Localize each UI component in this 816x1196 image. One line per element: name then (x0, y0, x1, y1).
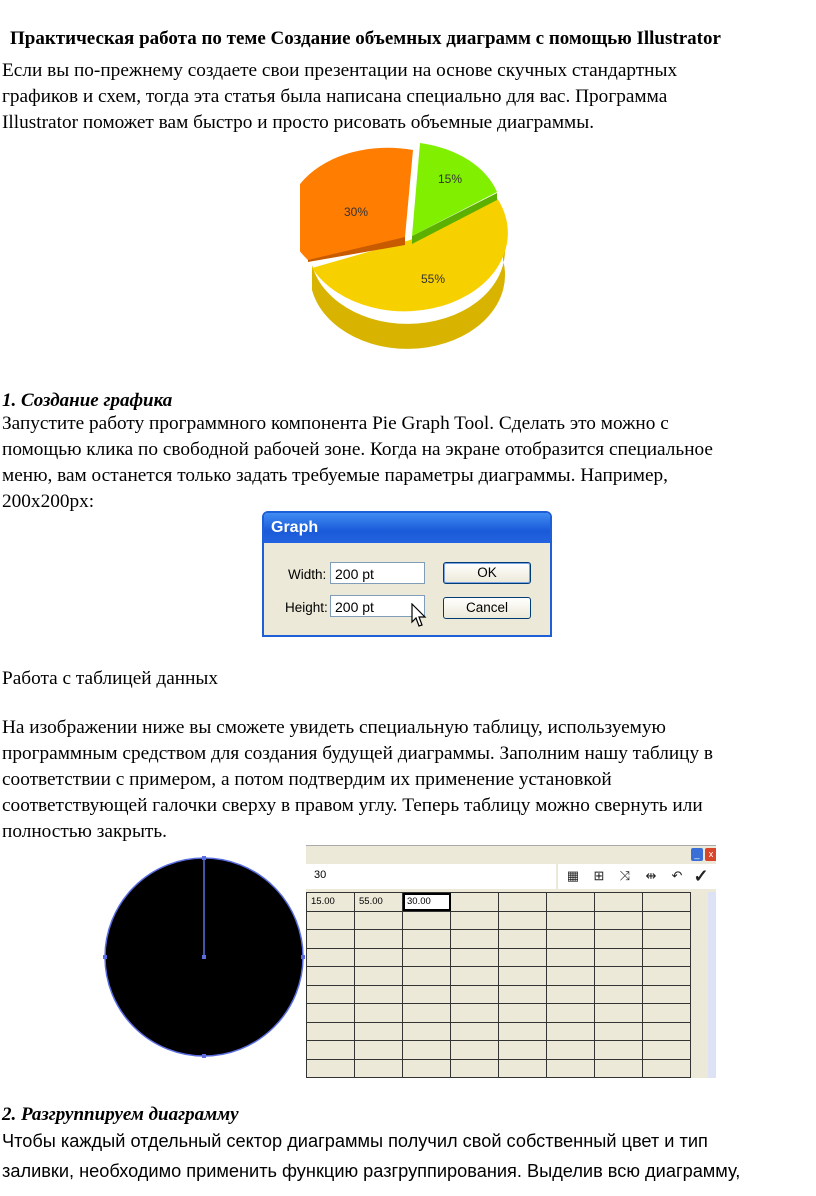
table-cell[interactable] (403, 1059, 451, 1078)
table-row (307, 985, 691, 1004)
table-cell[interactable] (595, 948, 643, 967)
apply-checkmark-icon[interactable]: ✓ (693, 866, 709, 886)
section1-line: меню, вам останется только задать требуемые параметры диаграммы. Например, (2, 465, 668, 486)
table-cell[interactable] (403, 985, 451, 1004)
table-cell[interactable] (595, 1059, 643, 1078)
switch-xy-icon[interactable]: ⤨ (619, 868, 631, 883)
table-cell[interactable] (643, 948, 691, 967)
table-cell[interactable] (307, 930, 355, 949)
table-cell[interactable] (451, 985, 499, 1004)
table-cell[interactable] (595, 893, 643, 912)
table-row (307, 1059, 691, 1078)
pie-graph-circle (100, 853, 310, 1061)
intro-line: Если вы по-прежнему создаете свои презентации на основе скучных стандартных (2, 60, 678, 81)
table-cell[interactable] (355, 1059, 403, 1078)
table-cell[interactable] (547, 930, 595, 949)
graph-data-window (306, 845, 716, 1078)
table-cell[interactable] (547, 948, 595, 967)
table-cell[interactable] (451, 1022, 499, 1041)
table-cell[interactable] (355, 967, 403, 986)
table-cell[interactable] (403, 1004, 451, 1023)
table-cell[interactable] (547, 967, 595, 986)
table-cell[interactable]: 15.00 (307, 893, 355, 912)
table-cell[interactable] (595, 1004, 643, 1023)
table-cell[interactable] (547, 893, 595, 912)
section1-line: 200x200px: (2, 491, 95, 512)
table-row (307, 1041, 691, 1060)
table-cell[interactable] (547, 1022, 595, 1041)
table-cell[interactable] (499, 930, 547, 949)
table-work-line: соответствующей галочки сверху в правом углу. Теперь таблицу можно свернуть или (2, 795, 703, 816)
table-cell[interactable] (499, 985, 547, 1004)
width-input[interactable]: 200 pt (330, 562, 425, 584)
table-cell[interactable] (595, 967, 643, 986)
table-cell[interactable] (595, 1041, 643, 1060)
table-cell[interactable] (355, 1004, 403, 1023)
table-cell[interactable] (355, 948, 403, 967)
section2-paragraph (2, 1126, 810, 1186)
table-cell[interactable] (355, 930, 403, 949)
graph-dialog (262, 511, 552, 637)
table-cell[interactable] (403, 930, 451, 949)
section2-heading: 2. Разгруппируем диаграмму (2, 1104, 239, 1125)
table-cell[interactable] (643, 1004, 691, 1023)
table-cell[interactable] (355, 1022, 403, 1041)
table-cell[interactable] (451, 930, 499, 949)
import-data-icon[interactable]: ▦ (566, 868, 580, 883)
table-cell[interactable] (499, 893, 547, 912)
table-cell[interactable] (403, 911, 451, 930)
table-cell[interactable] (595, 985, 643, 1004)
cell-style-icon[interactable]: ⇹ (645, 868, 657, 883)
table-cell[interactable] (451, 948, 499, 967)
table-cell[interactable] (355, 911, 403, 930)
table-cell[interactable] (307, 948, 355, 967)
table-cell[interactable] (451, 893, 499, 912)
table-cell[interactable] (547, 1041, 595, 1060)
table-row (307, 967, 691, 986)
close-button[interactable]: x (705, 848, 716, 861)
table-cell[interactable] (499, 1059, 547, 1078)
table-cell[interactable] (547, 911, 595, 930)
table-cell[interactable] (643, 911, 691, 930)
table-row (307, 1004, 691, 1023)
intro-line: Illustrator поможет вам быстро и просто рисовать объемные диаграммы. (2, 112, 595, 133)
table-cell[interactable] (307, 1059, 355, 1078)
table-cell[interactable] (643, 1022, 691, 1041)
table-cell[interactable] (403, 1041, 451, 1060)
table-cell[interactable] (643, 967, 691, 986)
table-cell[interactable] (451, 911, 499, 930)
table-cell[interactable] (307, 1022, 355, 1041)
data-grid (306, 892, 691, 1078)
section2-line: заливки, необходимо применить функцию разгруппирования. Выделив всю диаграмму, (2, 1161, 741, 1181)
table-cell[interactable] (547, 985, 595, 1004)
table-cell[interactable] (547, 1004, 595, 1023)
table-cell[interactable] (307, 985, 355, 1004)
table-cell[interactable] (643, 1059, 691, 1078)
table-cell[interactable] (547, 1059, 595, 1078)
table-work-line: соответствии с примером, а потом подтвердим их применение установкой (2, 769, 612, 790)
table-work-line: полностью закрыть. (2, 821, 167, 842)
intro-paragraph (2, 58, 810, 136)
table-row (307, 911, 691, 930)
cell-entry-field[interactable]: 30 (306, 864, 556, 889)
cancel-button[interactable]: Cancel (443, 597, 531, 619)
pie-label-15: 15% (438, 172, 463, 186)
minimize-button[interactable]: _ (691, 848, 703, 861)
section2-line: Чтобы каждый отдельный сектор диаграммы получил свой собственный цвет и тип (2, 1131, 708, 1151)
pie-chart-image (300, 140, 515, 350)
table-cell[interactable] (499, 967, 547, 986)
table-cell[interactable] (595, 1022, 643, 1041)
table-cell[interactable] (451, 1059, 499, 1078)
table-cell[interactable] (499, 911, 547, 930)
table-cell[interactable] (595, 911, 643, 930)
height-label: Height: (285, 600, 328, 615)
table-cell[interactable] (595, 930, 643, 949)
table-row (307, 948, 691, 967)
pie-label-55: 55% (421, 272, 446, 286)
scrollbar[interactable] (708, 892, 716, 1078)
table-row (307, 1022, 691, 1041)
table-cell[interactable] (307, 911, 355, 930)
table-cell[interactable] (307, 967, 355, 986)
table-work-line: программным средством для создания будущей диаграммы. Заполним нашу таблицу в (2, 743, 714, 764)
section1-paragraph (2, 411, 810, 515)
cursor-icon (410, 603, 428, 629)
table-cell[interactable] (643, 1041, 691, 1060)
revert-icon[interactable]: ↶ (671, 868, 683, 883)
table-row (307, 893, 691, 912)
table-row (307, 930, 691, 949)
table-cell[interactable] (499, 1022, 547, 1041)
data-toolbar (558, 864, 716, 889)
table-work-heading: Работа с таблицей данных (2, 668, 219, 689)
table-cell[interactable] (403, 967, 451, 986)
table-work-line: На изображении ниже вы сможете увидеть специальную таблицу, используемую (2, 717, 666, 738)
table-cell[interactable] (307, 1041, 355, 1060)
width-label: Width: (288, 567, 327, 582)
ok-button[interactable]: OK (443, 562, 531, 584)
section1-line: Запустите работу программного компонента Pie Graph Tool. Сделать это можно с (2, 413, 669, 434)
table-cell[interactable] (451, 1041, 499, 1060)
section1-line: помощью клика по свободной рабочей зоне. Когда на экране отобразится специальное (2, 439, 713, 460)
page-title: Практическая работа по теме Создание объемных диаграмм с помощью Illustrator (10, 28, 721, 49)
table-cell[interactable] (643, 985, 691, 1004)
dialog-title: Graph (264, 513, 550, 543)
table-cell[interactable] (643, 930, 691, 949)
table-cell[interactable]: 55.00 (355, 893, 403, 912)
section1-heading: 1. Создание графика (2, 390, 173, 411)
table-cell[interactable] (499, 948, 547, 967)
table-cell[interactable] (355, 1041, 403, 1060)
table-cell[interactable] (403, 1022, 451, 1041)
table-work-paragraph (2, 715, 810, 845)
table-cell[interactable] (403, 948, 451, 967)
table-cell[interactable] (451, 1004, 499, 1023)
intro-line: графиков и схем, тогда эта статья была написана специально для вас. Программа (2, 86, 668, 107)
table-cell[interactable] (499, 1041, 547, 1060)
transpose-icon[interactable]: ⊞ (593, 868, 605, 883)
table-cell[interactable] (307, 1004, 355, 1023)
height-input[interactable]: 200 pt (330, 595, 425, 617)
pie-label-30: 30% (344, 205, 369, 219)
table-cell[interactable] (499, 1004, 547, 1023)
table-cell[interactable] (643, 893, 691, 912)
table-cell[interactable] (355, 985, 403, 1004)
table-cell[interactable] (451, 967, 499, 986)
table-cell-selected[interactable]: 30.00 (403, 893, 451, 912)
